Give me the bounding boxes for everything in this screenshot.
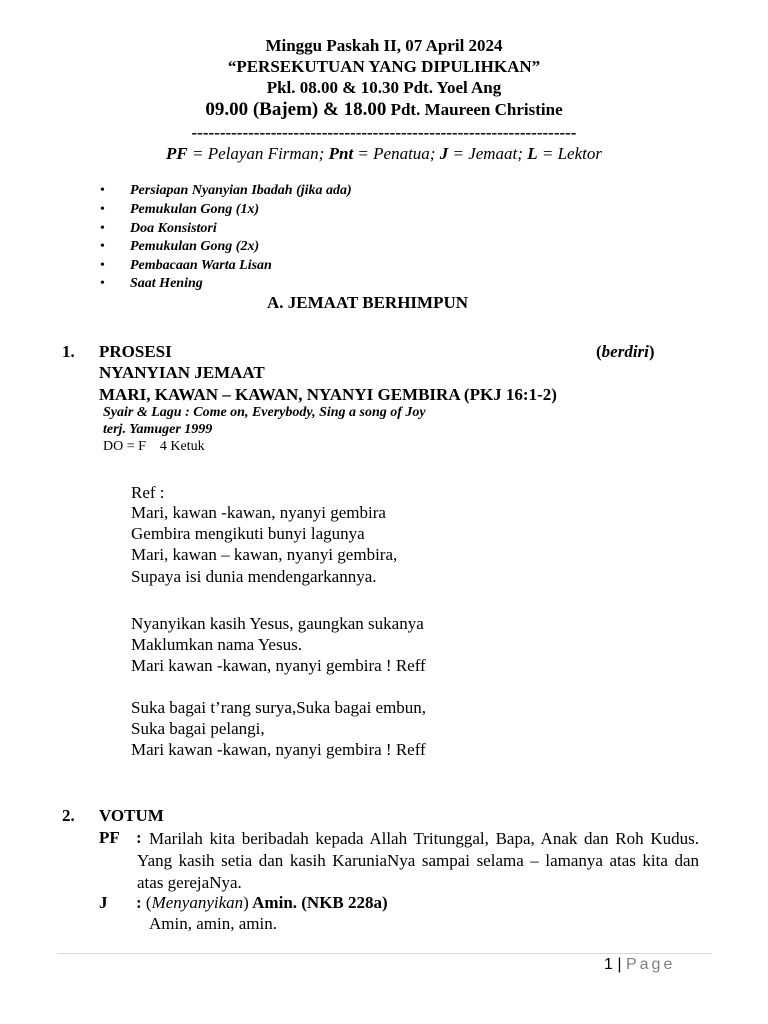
footer-divider [57, 953, 712, 954]
lyric-line: Mari kawan -kawan, nyanyi gembira ! Reff [131, 656, 426, 675]
pf-role-label: PF [99, 828, 120, 847]
lyric-line: Ref : [131, 483, 165, 502]
prep-item-label: Pemukulan Gong (1x) [130, 202, 260, 217]
service-theme: “PERSEKUTUAN YANG DIPULIHKAN” [227, 57, 541, 76]
prep-item-label: Pembacaan Warta Lisan [130, 258, 272, 273]
pf-colon: : [136, 828, 142, 847]
bullet-icon: • [100, 183, 105, 198]
bullet-icon: • [100, 221, 105, 236]
prep-item-label: Saat Hening [130, 276, 203, 291]
page-number: 1 [604, 956, 613, 973]
legend-pnt-desc: = Penatua; [353, 144, 440, 163]
bullet-icon: • [100, 258, 105, 273]
bullet-icon: • [100, 276, 105, 291]
service-time-2-pastor: Pdt. Maureen Christine [386, 100, 563, 119]
lyric-line: Suka bagai pelangi, [131, 719, 265, 738]
lyric-line: Suka bagai t’rang surya,Suka bagai embun, [131, 698, 427, 717]
bullet-icon: • [100, 202, 105, 217]
legend-pnt: Pnt [328, 144, 354, 163]
lyric-line: Nyanyikan kasih Yesus, gaungkan sukanya [131, 614, 424, 633]
item-1-title: PROSESI [99, 342, 172, 361]
bullet-icon: • [100, 239, 105, 254]
legend-pf: PF [166, 144, 188, 163]
lyric-line: Mari, kawan -kawan, nyanyi gembira [131, 503, 386, 522]
page-footer [604, 956, 675, 974]
legend-j: J [439, 144, 449, 163]
prep-item-label: Pemukulan Gong (2x) [130, 239, 260, 254]
service-time-1: Pkl. 08.00 & 10.30 Pdt. Yoel Ang [266, 78, 502, 97]
lyric-line: Maklumkan nama Yesus. [131, 635, 302, 654]
j-response: : (Menyanyikan) Amin. (NKB 228a) [136, 893, 388, 912]
item-1-posture: (berdiri) [596, 342, 655, 361]
item-2-title: VOTUM [99, 806, 164, 825]
legend-l: L [527, 144, 538, 163]
service-time-2-hours: 09.00 (Bajem) & 18.00 [205, 99, 387, 120]
footer-separator: | [617, 956, 622, 973]
item-2-number: 2. [62, 806, 75, 825]
header-divider: -------------------------------------------------------------------- [191, 123, 577, 142]
posture-label: berdiri [601, 342, 649, 361]
lyric-line: Gembira mengikuti bunyi lagunya [131, 524, 365, 543]
j-song: Amin. (NKB 228a) [248, 893, 388, 912]
song-credit: Syair & Lagu : Come on, Everybody, Sing a song of Joy [103, 405, 426, 420]
j-instruction: Menyanyikan [151, 893, 244, 912]
song-key: DO = F 4 Ketuk [103, 439, 205, 454]
votum-text: Marilah kita beribadah kepada Allah Tritunggal, Bapa, Anak dan Roh Kudus. Yang kasih setia dan kasih KaruniaNya sampai selama – lamanya atas kita dan atas gerejaNya. [137, 829, 699, 892]
j-role-label: J [99, 893, 108, 912]
legend-pf-desc: = Pelayan Firman; [187, 144, 329, 163]
role-legend [0, 144, 768, 164]
legend-j-desc: = Jemaat; [448, 144, 528, 163]
service-time-2 [0, 99, 768, 121]
legend-l-desc: = Lektor [537, 144, 602, 163]
item-1-number: 1. [62, 342, 75, 361]
song-title: MARI, KAWAN – KAWAN, NYANYI GEMBIRA (PKJ 16:1-2) [99, 385, 557, 404]
lyric-line: Mari, kawan – kawan, nyanyi gembira, [131, 545, 398, 564]
service-date: Minggu Paskah II, 07 April 2024 [265, 36, 503, 55]
prep-item-label: Persiapan Nyanyian Ibadah (jika ada) [130, 183, 352, 198]
amen-text: Amin, amin, amin. [149, 914, 277, 933]
lyric-line: Mari kawan -kawan, nyanyi gembira ! Reff [131, 740, 426, 759]
prep-item-label: Doa Konsistori [130, 221, 217, 236]
section-heading: A. JEMAAT BERHIMPUN [267, 293, 469, 312]
song-translation: terj. Yamuger 1999 [103, 422, 213, 437]
item-1-subtitle: NYANYIAN JEMAAT [99, 363, 265, 382]
lyric-line: Supaya isi dunia mendengarkannya. [131, 567, 377, 586]
page-label: Page [625, 956, 676, 973]
